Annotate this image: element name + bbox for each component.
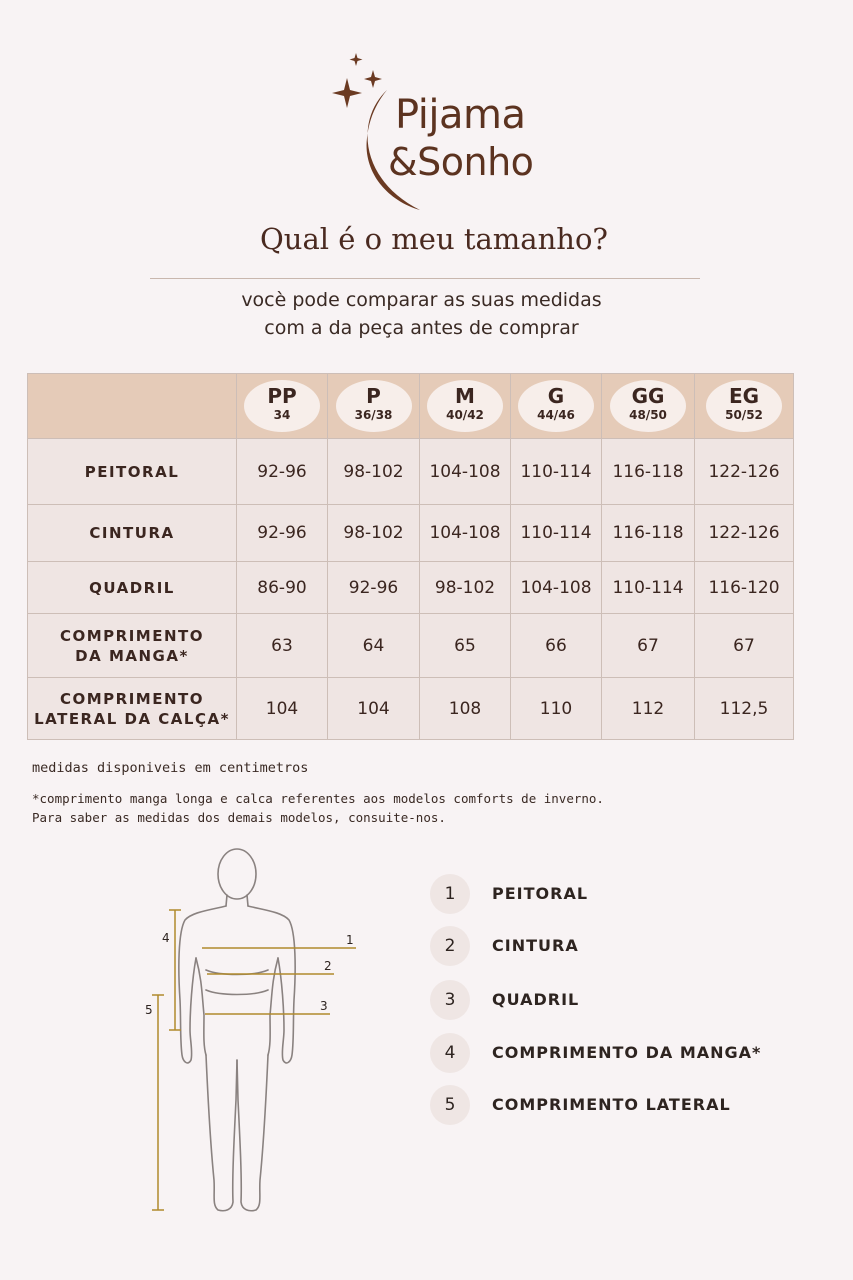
table-cell: 92-96 bbox=[237, 439, 328, 505]
size-header bbox=[602, 374, 695, 439]
row-label bbox=[28, 678, 237, 740]
legend-item bbox=[430, 980, 830, 1020]
size-header bbox=[237, 374, 328, 439]
brand-name-line2: &Sonho bbox=[388, 140, 534, 184]
marker-4: 4 bbox=[162, 931, 170, 945]
table-cell: 67 bbox=[695, 614, 794, 678]
table-cell: 104-108 bbox=[420, 439, 511, 505]
size-header bbox=[695, 374, 794, 439]
footnote bbox=[32, 789, 604, 827]
legend-number: 1 bbox=[430, 874, 470, 914]
size-label: PP bbox=[267, 384, 297, 408]
table-cell: 122-126 bbox=[695, 505, 794, 562]
row-label bbox=[28, 439, 237, 505]
legend-number: 2 bbox=[430, 926, 470, 966]
marker-5: 5 bbox=[145, 1003, 153, 1017]
size-numbers: 48/50 bbox=[629, 408, 667, 422]
table-cell: 63 bbox=[237, 614, 328, 678]
size-label: GG bbox=[631, 384, 665, 408]
legend-label: PEITORAL bbox=[492, 884, 589, 903]
size-badge bbox=[706, 380, 782, 432]
legend-item bbox=[430, 926, 830, 966]
size-numbers: 34 bbox=[273, 408, 291, 422]
legend-label: COMPRIMENTO LATERAL bbox=[492, 1095, 731, 1114]
row-label-line1: COMPRIMENTO bbox=[59, 626, 205, 645]
table-cell: 98-102 bbox=[328, 439, 420, 505]
table-header-row bbox=[28, 374, 794, 439]
table-cell: 92-96 bbox=[237, 505, 328, 562]
size-badge bbox=[518, 380, 594, 432]
size-chart-table bbox=[27, 373, 794, 740]
table-row-calca bbox=[28, 678, 794, 740]
table-cell: 104-108 bbox=[511, 562, 602, 614]
row-label-line1: QUADRIL bbox=[89, 578, 175, 597]
legend-label: QUADRIL bbox=[492, 990, 580, 1009]
table-cell: 66 bbox=[511, 614, 602, 678]
legend-number: 3 bbox=[430, 980, 470, 1020]
subtitle-line1: vocè pode comparar as suas medidas bbox=[241, 289, 602, 311]
size-numbers: 40/42 bbox=[446, 408, 484, 422]
table-row-manga bbox=[28, 614, 794, 678]
size-badge bbox=[610, 380, 686, 432]
table-cell: 112 bbox=[602, 678, 695, 740]
size-header bbox=[511, 374, 602, 439]
brand-name-line1: Pijama bbox=[395, 92, 526, 138]
subtitle bbox=[0, 286, 843, 342]
footnote-line2: Para saber as medidas dos demais modelos, consuite-nos. bbox=[32, 810, 446, 825]
legend-item bbox=[430, 1033, 830, 1073]
body-measurement-figure bbox=[130, 840, 370, 1220]
table-cell: 67 bbox=[602, 614, 695, 678]
row-label-line1: COMPRIMENTO bbox=[59, 689, 205, 708]
table-cell: 110-114 bbox=[602, 562, 695, 614]
size-header bbox=[328, 374, 420, 439]
table-cell: 64 bbox=[328, 614, 420, 678]
row-label bbox=[28, 614, 237, 678]
size-label: P bbox=[366, 384, 381, 408]
table-row-quadril bbox=[28, 562, 794, 614]
row-label-line1: PEITORAL bbox=[84, 462, 180, 481]
size-numbers: 36/38 bbox=[354, 408, 393, 422]
table-cell: 122-126 bbox=[695, 439, 794, 505]
size-numbers: 50/52 bbox=[725, 408, 763, 422]
row-label bbox=[28, 562, 237, 614]
table-cell: 112,5 bbox=[695, 678, 794, 740]
size-badge bbox=[336, 380, 412, 432]
legend-number: 5 bbox=[430, 1085, 470, 1125]
size-label: G bbox=[547, 384, 565, 408]
table-cell: 86-90 bbox=[237, 562, 328, 614]
table-cell: 116-118 bbox=[602, 505, 695, 562]
table-cell: 110-114 bbox=[511, 439, 602, 505]
row-label bbox=[28, 505, 237, 562]
size-header bbox=[420, 374, 511, 439]
table-cell: 104-108 bbox=[420, 505, 511, 562]
table-corner bbox=[28, 374, 237, 439]
table-cell: 116-120 bbox=[695, 562, 794, 614]
legend-item bbox=[430, 874, 830, 914]
subtitle-line2: com a da peça antes de comprar bbox=[264, 317, 579, 339]
table-cell: 110 bbox=[511, 678, 602, 740]
units-note: medidas disponiveis em centimetros bbox=[32, 760, 309, 776]
size-badge bbox=[244, 380, 320, 432]
body-outline-icon bbox=[179, 849, 295, 1211]
row-label-line1: CINTURA bbox=[89, 524, 175, 542]
legend-item bbox=[430, 1085, 830, 1125]
footnote-line1: *comprimento manga longa e calca referentes aos modelos comforts de inverno. bbox=[32, 791, 604, 806]
size-label: M bbox=[455, 384, 475, 408]
marker-1: 1 bbox=[346, 933, 354, 947]
table-cell: 65 bbox=[420, 614, 511, 678]
table-cell: 104 bbox=[237, 678, 328, 740]
table-cell: 92-96 bbox=[328, 562, 420, 614]
size-badge bbox=[427, 380, 503, 432]
table-cell: 108 bbox=[420, 678, 511, 740]
legend-number: 4 bbox=[430, 1033, 470, 1073]
size-label: EG bbox=[728, 384, 760, 408]
table-row-cintura bbox=[28, 505, 794, 562]
legend-label: CINTURA bbox=[492, 936, 579, 955]
marker-2: 2 bbox=[324, 959, 332, 973]
legend-label: COMPRIMENTO DA MANGA* bbox=[492, 1043, 762, 1062]
table-cell: 98-102 bbox=[420, 562, 511, 614]
table-cell: 116-118 bbox=[602, 439, 695, 505]
table-cell: 98-102 bbox=[328, 505, 420, 562]
table-row-peitoral bbox=[28, 439, 794, 505]
measurement-lines bbox=[152, 910, 356, 1210]
row-label-line2: LATERAL DA CALÇA* bbox=[34, 709, 230, 728]
title-divider bbox=[150, 278, 700, 279]
page-title: Qual é o meu tamanho? bbox=[260, 222, 608, 256]
size-numbers: 44/46 bbox=[537, 408, 575, 422]
row-label-line2: DA MANGA* bbox=[75, 646, 189, 665]
table-cell: 104 bbox=[328, 678, 420, 740]
marker-3: 3 bbox=[320, 999, 328, 1013]
table-cell: 110-114 bbox=[511, 505, 602, 562]
